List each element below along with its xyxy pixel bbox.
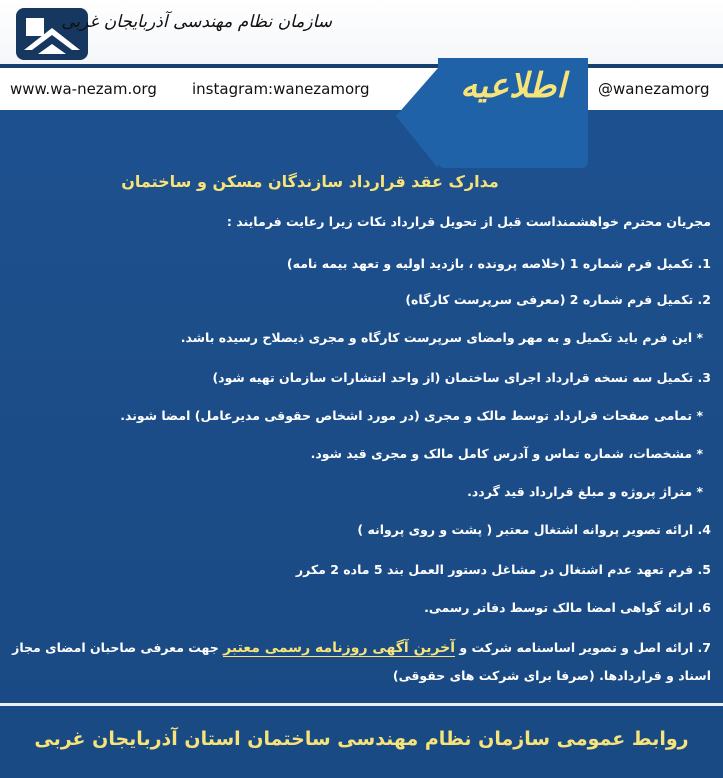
notice-title: اطلاعیه xyxy=(460,66,566,106)
item-1: 1. تکمیل فرم شماره 1 (خلاصه پرونده ، بازدید اولیه و تعهد بیمه نامه) xyxy=(286,256,711,271)
item-4: 4. ارائه تصویر پروانه اشتغال معتبر ( پشت و روی پروانه ) xyxy=(357,522,711,537)
item-5: 5. فرم تعهد عدم اشتغال در مشاغل دستور العمل بند 5 ماده 2 مکرر xyxy=(295,562,711,577)
item-3-note-c: * متراژ پروژه و مبلغ قرارداد قید گردد. xyxy=(467,484,703,499)
notice-tab xyxy=(438,58,588,168)
item-7-highlight: آخرین آگهی روزنامه رسمی معتبر xyxy=(223,640,456,656)
item-3-note-b: * مشخصات، شماره تماس و آدرس کامل مالک و مجری قید شود. xyxy=(310,446,703,461)
item-7-continued: اسناد و قراردادها. (صرفا برای شرکت های حقوقی) xyxy=(392,668,711,683)
intro-text: مجریان محترم خواهشمنداست قبل از تحویل قرارداد نکات زیرا رعایت فرمایند : xyxy=(226,214,711,229)
footer-text: روابط عمومی سازمان نظام مهندسی ساختمان استان آذربایجان غربی xyxy=(34,728,689,750)
item-7-prefix: 7. ارائه اصل و تصویر اساسنامه شرکت و xyxy=(459,640,711,655)
contact-row xyxy=(0,68,723,110)
item-2-note: * این فرم باید تکمیل و به مهر وامضای سرپرست کارگاه و مجری ذیصلاح رسیده باشد. xyxy=(180,330,703,345)
website-link[interactable]: www.wa-nezam.org xyxy=(10,80,157,98)
header xyxy=(0,0,723,64)
item-3: 3. تکمیل سه نسخه قرارداد اجرای ساختمان (از واحد انتشارات سازمان تهیه شود) xyxy=(212,370,711,385)
item-7-suffix: جهت معرفی صاحبان امضای مجاز xyxy=(12,640,219,655)
social-handle[interactable]: @wanezamorg xyxy=(598,80,710,98)
organization-name: سازمان نظام مهندسی آذربایجان غربی xyxy=(61,12,332,32)
document-title: مدارک عقد قرارداد سازندگان مسکن و ساختمان xyxy=(121,172,499,191)
item-6: 6. ارائه گواهی امضا مالک توسط دفاتر رسمی. xyxy=(424,600,711,615)
footer xyxy=(0,706,723,778)
item-3-note-a: * تمامی صفحات قرارداد توسط مالک و مجری (در مورد اشخاص حقوقی مدیرعامل) امضا شوند. xyxy=(120,408,703,423)
item-2: 2. تکمیل فرم شماره 2 (معرفی سرپرست کارگاه) xyxy=(405,292,711,307)
instagram-link[interactable]: instagram:wanezamorg xyxy=(192,80,370,98)
item-7 xyxy=(12,640,711,656)
